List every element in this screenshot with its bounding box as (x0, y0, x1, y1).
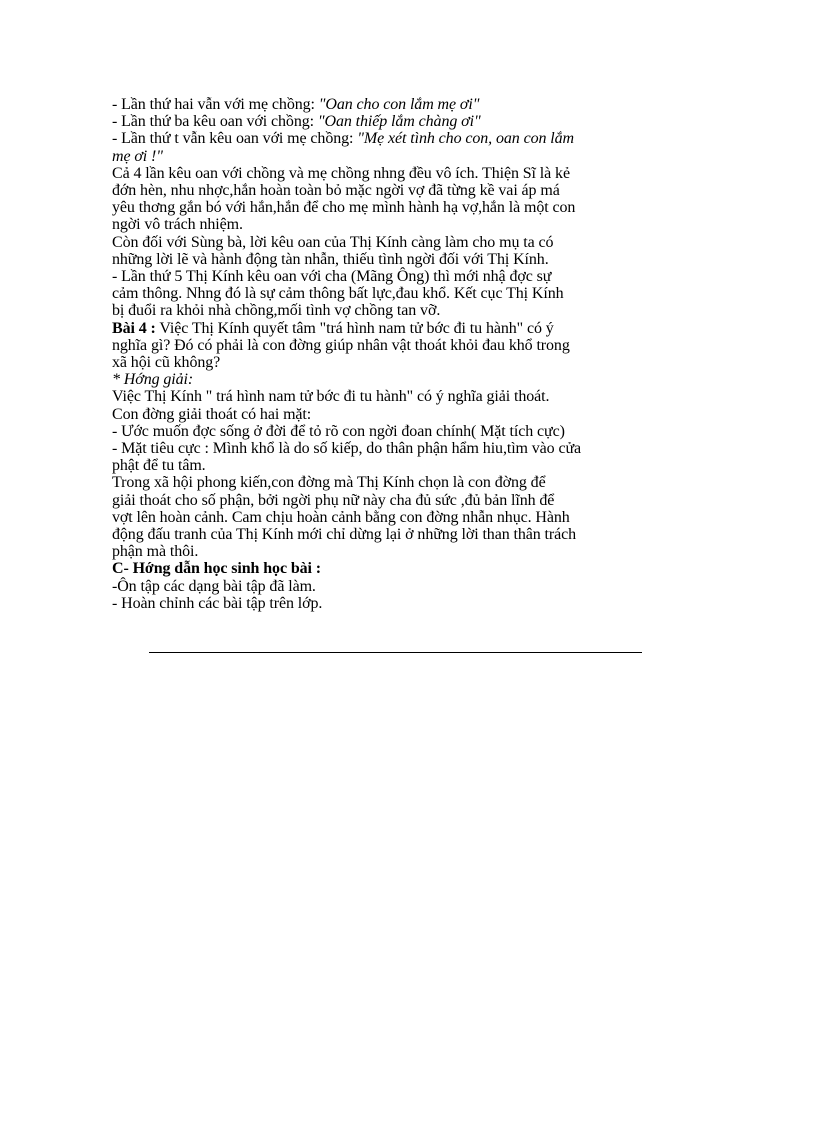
line-text: nghĩa gì? Đó có phải là con đờng giúp nhân vật thoát khỏi đau khổ trong (112, 336, 570, 354)
text-line (112, 595, 672, 612)
text-line (112, 423, 672, 440)
text-line (112, 526, 672, 543)
line-text: Việc Thị Kính " trá hình nam tử bớc đi tu hành" có ý nghĩa giải thoát. (112, 388, 550, 406)
text-line (112, 96, 672, 113)
text-line (112, 285, 672, 302)
line-text: - Lần thứ 5 Thị Kính kêu oan với cha (Mãng Ông) thì mới nhậ đợc sự (112, 268, 552, 286)
line-text: yêu thơng gắn bó với hắn,hắn để cho mẹ mình hành hạ vợ,hắn là một con (112, 199, 576, 217)
line-text: - Mặt tiêu cực : Mình khổ là do số kiếp, do thân phận hẩm hiu,tìm vào cửa (112, 440, 582, 458)
text-line (112, 130, 672, 147)
line-text: phật để tu tâm. (112, 457, 206, 475)
text-line (112, 354, 672, 371)
text-line (112, 234, 672, 251)
text-line (112, 216, 672, 233)
text-line (112, 440, 672, 457)
italic-quote: mẹ ơi !" (112, 147, 163, 165)
text-line (112, 474, 672, 491)
text-line (112, 199, 672, 216)
line-text: đớn hèn, nhu nhợc,hắn hoàn toàn bỏ mặc ngời vợ đã từng kề vai áp má (112, 182, 560, 200)
line-text: - Ước muốn đợc sống ở đời để tỏ rõ con ngời đoan chính( Mặt tích cực) (112, 422, 565, 440)
line-text: cảm thông. Nhng đó là sự cảm thông bất lực,đau khổ. Kết cục Thị Kính (112, 285, 564, 303)
line-text: -Ôn tập các dạng bài tập đã làm. (112, 577, 316, 595)
text-line (112, 543, 672, 560)
text-line (112, 509, 672, 526)
line-text: xã hội cũ không? (112, 354, 221, 372)
italic-quote: * Hớng giải: (112, 371, 194, 389)
line-text: Việc Thị Kính quyết tâm "trá hình nam tử bớc đi tu hành" có ý (155, 319, 554, 337)
bold-heading: Bài 4 : (112, 319, 156, 337)
text-line (112, 251, 672, 268)
text-line (112, 302, 672, 319)
italic-quote: "Oan cho con lắm mẹ ơi" (318, 96, 480, 113)
text-line (112, 388, 672, 405)
text-line (112, 457, 672, 474)
line-text: phận mà thôi. (112, 543, 199, 561)
line-text: - Hoàn chỉnh các bài tập trên lớp. (112, 594, 323, 612)
text-line (112, 268, 672, 285)
document-body (112, 96, 672, 612)
text-line (112, 320, 672, 337)
horizontal-rule (149, 652, 642, 653)
text-line (112, 560, 672, 577)
line-text: - Lần thứ hai vẫn với mẹ chồng: (112, 96, 319, 113)
bold-heading: C- Hớng dẫn học sinh học bài : (112, 560, 322, 578)
text-line (112, 113, 672, 130)
text-line (112, 182, 672, 199)
line-text: - Lần thứ ba kêu oan với chồng: (112, 113, 318, 131)
text-line (112, 337, 672, 354)
line-text: bị đuổi ra khỏi nhà chồng,mối tình vợ chồng tan vỡ. (112, 302, 441, 320)
line-text: vợt lên hoàn cảnh. Cam chịu hoàn cảnh bằng con đờng nhẫn nhục. Hành (112, 508, 570, 526)
line-text: Còn đối với Sùng bà, lời kêu oan của Thị Kính càng làm cho mụ ta có (112, 233, 554, 251)
text-line (112, 492, 672, 509)
text-line (112, 371, 672, 388)
text-line (112, 406, 672, 423)
line-text: Cả 4 lần kêu oan với chồng và mẹ chồng nhng đều vô ích. Thiện Sĩ là kẻ (112, 164, 570, 182)
line-text: - Lần thứ t vẫn kêu oan với mẹ chồng: (112, 130, 358, 148)
line-text: những lời lẽ và hành động tàn nhẫn, thiếu tình ngời đối với Thị Kính. (112, 250, 549, 268)
italic-quote: "Oan thiếp lắm chàng ơi" (317, 113, 481, 131)
text-line (112, 578, 672, 595)
italic-quote: "Mẹ xét tình cho con, oan con lắm (357, 130, 574, 148)
line-text: giải thoát cho số phận, bởi ngời phụ nữ này cha đủ sức ,đủ bản lĩnh để (112, 491, 555, 509)
line-text: động đấu tranh của Thị Kính mới chỉ dừng lại ở những lời than thân trách (112, 526, 577, 544)
line-text: ngời vô trách nhiệm. (112, 216, 243, 234)
text-line (112, 148, 672, 165)
line-text: Con đờng giải thoát có hai mặt: (112, 405, 312, 423)
text-line (112, 165, 672, 182)
line-text: Trong xã hội phong kiến,con đờng mà Thị Kính chọn là con đờng để (112, 474, 546, 492)
